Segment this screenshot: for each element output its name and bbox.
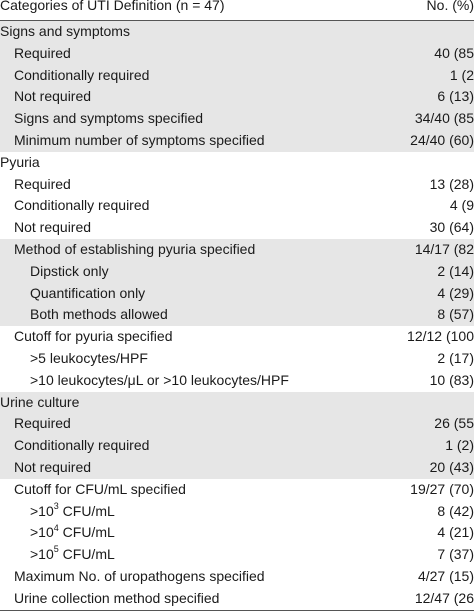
row-label-base: >10 [30,546,54,563]
row-value: 2 (14) [437,262,474,279]
row-label: Required [14,44,71,61]
row-value: 24/40 (60) [410,131,474,148]
row-label: Conditionally required [14,66,150,83]
table-row [0,43,474,65]
row-label: Both methods allowed [30,306,168,323]
row-label-unit: CFU/mL [58,524,115,541]
table-row [0,479,474,501]
row-label-base: >10 [30,524,54,541]
row-value: 4 (29) [437,284,474,301]
row-value: 4 (9 [449,197,474,214]
row-label: Conditionally required [14,197,150,214]
row-value: 34/40 (85 [414,110,474,127]
table-row [0,217,474,239]
row-label: Not required [14,88,92,105]
table-row [0,588,474,611]
row-value: 7 (37) [437,546,474,563]
table-header-row [0,0,474,21]
row-value: 6 (13) [437,88,474,105]
row-value: 1 (2) [445,437,474,454]
table-row [0,65,474,87]
row-label [30,522,115,544]
table-row [0,261,474,283]
row-label: Signs and symptoms [0,23,130,39]
table-row [0,501,474,523]
table-row [0,130,474,152]
row-label: Method of establishing pyuria specified [14,240,256,257]
row-label: Minimum number of symptoms specified [14,131,265,148]
row-value: 10 (83) [429,371,474,388]
table-row [0,152,474,174]
table-row [0,392,474,414]
table-row [0,370,474,392]
row-value: 4 (21) [437,524,474,541]
table-row [0,544,474,566]
row-label: >5 leukocytes/HPF [30,349,148,366]
row-value: 30 (64) [429,219,474,236]
table-row [0,195,474,217]
row-label: Cutoff for pyuria specified [14,328,173,345]
row-label-base: >10 [30,502,54,519]
row-label-exponent: 4 [53,522,59,533]
row-label-exponent: 5 [53,544,59,555]
row-value: 40 (85 [434,44,474,61]
table-row [0,522,474,544]
header-categories: Categories of UTI Definition (n = 47) [0,0,225,13]
row-value: 12/47 (26 [414,589,474,606]
row-label-unit: CFU/mL [58,546,115,563]
table-row [0,174,474,196]
row-value: 13 (28) [429,175,474,192]
row-label [30,501,115,523]
row-label: Dipstick only [30,262,109,279]
row-label: Maximum No. of uropathogens specified [14,567,265,584]
row-value: 19/27 (70) [410,480,474,497]
header-count: No. (%) [426,0,474,13]
row-value: 4/27 (15) [417,567,474,584]
row-label: Required [14,415,71,432]
row-value: 26 (55 [434,415,474,432]
row-value: 8 (42) [437,502,474,519]
row-label: Pyuria [0,153,40,170]
row-label-unit: CFU/mL [58,502,115,519]
row-value: 12/12 (100 [407,328,474,345]
table-row [0,413,474,435]
row-value: 1 (2 [449,66,474,83]
table-row [0,348,474,370]
row-label-exponent: 3 [53,500,59,511]
table-row [0,108,474,130]
row-label: Signs and symptoms specified [14,110,204,127]
row-label: Urine collection method specified [14,589,220,606]
row-label: Required [14,175,71,192]
row-value: 8 (57) [437,306,474,323]
row-value: 2 (17) [437,349,474,366]
table-row [0,304,474,326]
table-row [0,283,474,305]
table-row [0,239,474,261]
row-label: Cutoff for CFU/mL specified [14,480,186,497]
row-label: Not required [14,219,92,236]
row-label: Quantification only [30,284,146,301]
row-label: >10 leukocytes/μL or >10 leukocytes/HPF [30,371,289,388]
table-row [0,21,474,43]
table-row [0,326,474,348]
table-row [0,457,474,479]
row-label: Urine culture [0,393,80,410]
table-row [0,86,474,108]
row-label [30,544,115,566]
table-body [0,21,474,611]
row-value: 20 (43) [429,458,474,475]
row-value: 14/17 (82 [414,240,474,257]
row-label: Not required [14,458,92,475]
row-label: Conditionally required [14,437,150,454]
table-row [0,566,474,588]
table-row [0,435,474,457]
